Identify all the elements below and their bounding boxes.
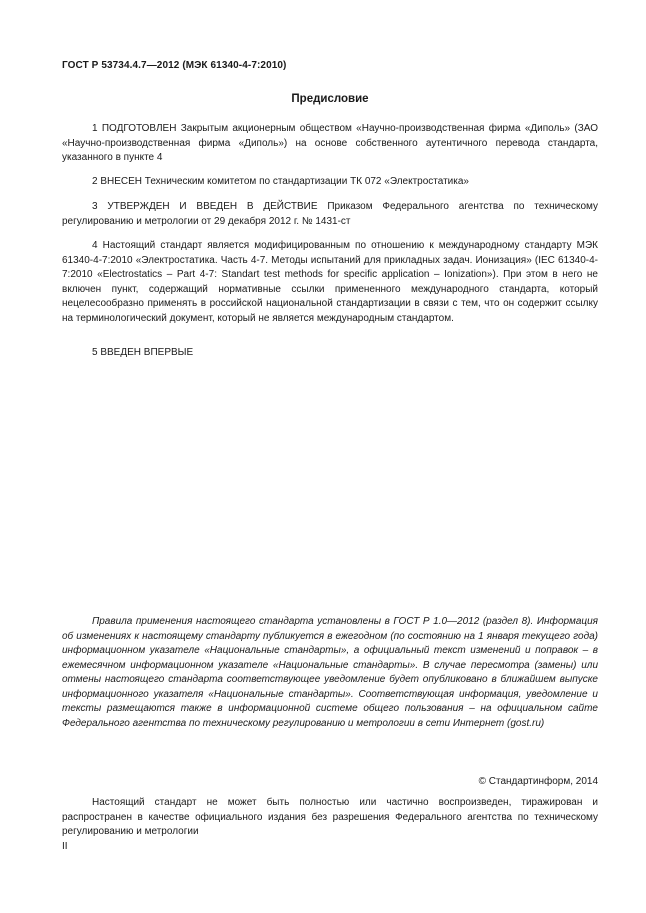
document-code-header: ГОСТ Р 53734.4.7—2012 (МЭК 61340-4-7:2010) (62, 60, 287, 71)
paragraph-submitted-by: 2 ВНЕСЕН Техническим комитетом по стандартизации ТК 072 «Электростатика» (92, 176, 469, 187)
paragraph-approved: 3 УТВЕРЖДЕН И ВВЕДЕН В ДЕЙСТВИЕ Приказом Федерального агентства по техническому регулированию и метрологии от 29 декабря 2012 г. № 1431-ст (62, 201, 598, 227)
section-title: Предисловие (291, 93, 369, 105)
application-rules-notice: Правила применения настоящего стандарта установлены в ГОСТ Р 1.0—2012 (раздел 8). Информация об изменениях к настоящему стандарту публикуется в ежегодном (по состоянию на 1 января текущего года) информационном указателе «Национальные стандарты», а официальный текст изменений и поправок – в ежемесячном информационном указателе «Национальные стандарты». В случае пересмотра (замены) или отмены настоящего стандарта соответствующее уведомление будет опубликовано в ближайшем выпуске информационного указателя «Национальные стандарты». Соответствующая информация, уведомление и тексты размещаются также в информационной системе общего пользования – на официальном сайте Федерального агентства по техническому регулированию и метрологии в сети Интернет (gost.ru) (62, 616, 598, 729)
paragraph-introduced-first: 5 ВВЕДЕН ВПЕРВЫЕ (92, 347, 194, 358)
paragraph-modified-standard: 4 Настоящий стандарт является модифицированным по отношению к международному стандарту МЭК 61340-4-7:2010 «Электростатика. Часть 4-7. Методы испытаний для прикладных задач. Ионизация» (IEC 61340-4-7:2010 «Electrostatics – Part 4-7: Standart test methods for specific application – Ionization»). При этом в него не включен пункт, содержащий нормативные ссылки примененного международного стандарта, который нецелесообразно применять в российской национальной стандартизации в связи с тем, что он содержит ссылку на терминологический документ, который не является международным стандартом. (62, 240, 598, 324)
copyright-line: © Стандартинформ, 2014 (478, 776, 598, 787)
paragraph-prepared-by: 1 ПОДГОТОВЛЕН Закрытым акционерным обществом «Научно-производственная фирма «Диполь» (ЗАО «Научно-производственная фирма «Диполь») на основе собственного аутентичного перевода стандарта, указанного в пункте 4 (62, 123, 598, 163)
reproduction-notice: Настоящий стандарт не может быть полностью или частично воспроизведен, тиражирован и распространен в качестве официального издания без разрешения Федерального агентства по техническому регулированию и метрологии (62, 797, 598, 837)
page-number: II (62, 841, 68, 852)
